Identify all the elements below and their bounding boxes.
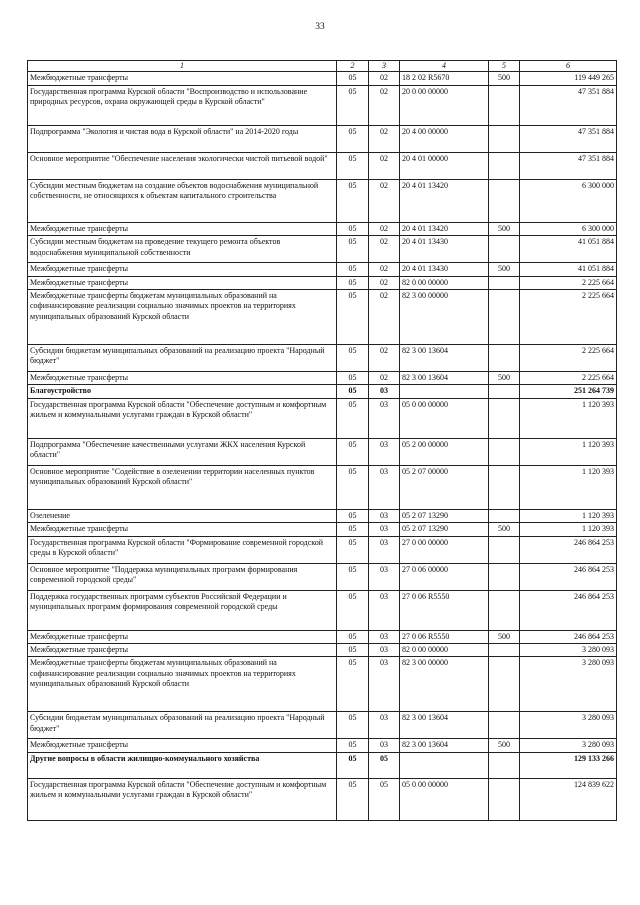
table-row — [28, 509, 617, 522]
row-target-code: 27 0 06 R5550 — [400, 630, 489, 643]
table-row — [28, 276, 617, 289]
row-amount: 6 300 000 — [520, 179, 617, 222]
row-subsection: 02 — [369, 222, 400, 235]
row-name: Межбюджетные трансферты — [28, 72, 337, 85]
row-subsection: 02 — [369, 345, 400, 372]
page-number: 33 — [315, 22, 325, 32]
row-expense-type — [489, 345, 520, 372]
table-row — [28, 385, 617, 398]
table-row — [28, 85, 617, 125]
row-amount: 1 120 393 — [520, 465, 617, 509]
row-target-code: 05 2 07 13290 — [400, 523, 489, 536]
row-section: 05 — [337, 85, 369, 125]
row-expense-type — [489, 438, 520, 465]
row-amount: 124 839 622 — [520, 778, 617, 820]
row-target-code: 27 0 06 R5550 — [400, 590, 489, 630]
row-expense-type: 500 — [489, 222, 520, 235]
row-target-code: 05 2 07 00000 — [400, 465, 489, 509]
row-expense-type — [489, 563, 520, 590]
row-subsection: 02 — [369, 179, 400, 222]
row-name: Основное мероприятие "Обеспечение населения экологически чистой питьевой водой" — [28, 152, 337, 179]
row-amount: 1 120 393 — [520, 438, 617, 465]
row-subsection: 02 — [369, 85, 400, 125]
row-amount: 1 120 393 — [520, 523, 617, 536]
row-expense-type: 500 — [489, 372, 520, 385]
row-target-code: 82 0 00 00000 — [400, 644, 489, 657]
table-row — [28, 536, 617, 563]
row-name: Субсидии бюджетам муниципальных образований на реализацию проекта "Народный бюджет" — [28, 712, 337, 739]
row-target-code: 20 4 01 13420 — [400, 179, 489, 222]
header-col-4: 4 — [400, 61, 489, 72]
header-col-2: 2 — [337, 61, 369, 72]
table-row — [28, 179, 617, 222]
row-name: Межбюджетные трансферты — [28, 739, 337, 752]
row-target-code: 82 3 00 00000 — [400, 657, 489, 712]
row-expense-type — [489, 536, 520, 563]
row-amount: 119 449 265 — [520, 72, 617, 85]
table-row — [28, 657, 617, 712]
row-subsection: 03 — [369, 644, 400, 657]
row-amount: 251 264 739 — [520, 385, 617, 398]
row-amount: 47 351 884 — [520, 152, 617, 179]
table-row — [28, 630, 617, 643]
row-section: 05 — [337, 563, 369, 590]
table-row — [28, 590, 617, 630]
row-subsection: 02 — [369, 372, 400, 385]
table-row — [28, 222, 617, 235]
table-row — [28, 644, 617, 657]
table-row — [28, 345, 617, 372]
row-target-code: 20 4 01 13420 — [400, 222, 489, 235]
row-amount: 246 864 253 — [520, 563, 617, 590]
row-name: Межбюджетные трансферты бюджетам муниципальных образований на софинансирование реализации социально значимых проектов на территориях муниципальных образований Курской области — [28, 290, 337, 345]
row-subsection: 02 — [369, 263, 400, 276]
row-name: Озеленение — [28, 509, 337, 522]
row-section: 05 — [337, 152, 369, 179]
row-subsection: 03 — [369, 657, 400, 712]
row-name: Основное мероприятие "Поддержка муниципальных программ формирования современной городской среды" — [28, 563, 337, 590]
table-body — [28, 72, 617, 820]
row-expense-type: 500 — [489, 523, 520, 536]
row-section: 05 — [337, 630, 369, 643]
row-amount: 1 120 393 — [520, 398, 617, 438]
row-expense-type — [489, 778, 520, 820]
table-row — [28, 263, 617, 276]
table-row — [28, 72, 617, 85]
table-row — [28, 398, 617, 438]
row-subsection: 03 — [369, 536, 400, 563]
row-expense-type: 500 — [489, 263, 520, 276]
row-section: 05 — [337, 644, 369, 657]
row-subsection: 02 — [369, 290, 400, 345]
row-expense-type — [489, 385, 520, 398]
row-subsection: 03 — [369, 465, 400, 509]
row-subsection: 05 — [369, 752, 400, 778]
row-target-code: 20 4 01 13430 — [400, 263, 489, 276]
row-name: Субсидии местным бюджетам на создание объектов водоснабжения муниципальной собственности, не относящихся к объектам капитального строительства — [28, 179, 337, 222]
row-amount: 129 133 266 — [520, 752, 617, 778]
row-target-code: 27 0 00 00000 — [400, 536, 489, 563]
header-col-3: 3 — [369, 61, 400, 72]
row-amount: 2 225 664 — [520, 276, 617, 289]
row-target-code: 20 4 00 00000 — [400, 125, 489, 152]
row-subsection: 03 — [369, 398, 400, 438]
row-name: Межбюджетные трансферты — [28, 523, 337, 536]
row-target-code: 27 0 06 00000 — [400, 563, 489, 590]
row-section: 05 — [337, 276, 369, 289]
row-expense-type — [489, 644, 520, 657]
row-expense-type — [489, 85, 520, 125]
row-target-code: 82 3 00 13604 — [400, 739, 489, 752]
row-amount: 2 225 664 — [520, 345, 617, 372]
row-expense-type — [489, 398, 520, 438]
table-row — [28, 563, 617, 590]
row-expense-type — [489, 465, 520, 509]
row-target-code: 82 3 00 13604 — [400, 712, 489, 739]
row-expense-type: 500 — [489, 630, 520, 643]
row-name: Межбюджетные трансферты — [28, 263, 337, 276]
row-amount: 3 280 093 — [520, 657, 617, 712]
row-subsection: 02 — [369, 125, 400, 152]
row-section: 05 — [337, 372, 369, 385]
row-amount: 3 280 093 — [520, 644, 617, 657]
row-target-code: 82 3 00 13604 — [400, 372, 489, 385]
row-target-code: 05 0 00 00000 — [400, 398, 489, 438]
row-target-code: 20 4 01 13430 — [400, 236, 489, 263]
row-amount: 47 351 884 — [520, 85, 617, 125]
table-row — [28, 372, 617, 385]
budget-table — [27, 60, 617, 821]
row-section: 05 — [337, 263, 369, 276]
row-section: 05 — [337, 345, 369, 372]
row-name: Государственная программа Курской области "Обеспечение доступным и комфортным жильем и коммунальными услугами граждан в Курской области" — [28, 778, 337, 820]
row-subsection: 02 — [369, 236, 400, 263]
row-amount: 246 864 253 — [520, 630, 617, 643]
row-target-code: 05 0 00 00000 — [400, 778, 489, 820]
row-expense-type — [489, 712, 520, 739]
row-subsection: 05 — [369, 778, 400, 820]
table-row — [28, 523, 617, 536]
row-expense-type — [489, 590, 520, 630]
row-section: 05 — [337, 438, 369, 465]
row-amount: 2 225 664 — [520, 372, 617, 385]
row-section: 05 — [337, 222, 369, 235]
table-row — [28, 125, 617, 152]
row-target-code: 82 3 00 13604 — [400, 345, 489, 372]
row-expense-type: 500 — [489, 72, 520, 85]
table-row — [28, 152, 617, 179]
row-subsection: 02 — [369, 72, 400, 85]
row-target-code — [400, 385, 489, 398]
row-name: Субсидии бюджетам муниципальных образований на реализацию проекта "Народный бюджет" — [28, 345, 337, 372]
row-subsection: 03 — [369, 739, 400, 752]
row-target-code: 05 2 07 13290 — [400, 509, 489, 522]
row-subsection: 03 — [369, 438, 400, 465]
row-expense-type — [489, 509, 520, 522]
row-section: 05 — [337, 179, 369, 222]
row-amount: 2 225 664 — [520, 290, 617, 345]
row-section: 05 — [337, 290, 369, 345]
row-expense-type — [489, 752, 520, 778]
row-name: Подпрограмма "Обеспечение качественными услугами ЖКХ населения Курской области" — [28, 438, 337, 465]
row-amount: 246 864 253 — [520, 590, 617, 630]
row-name: Субсидии местным бюджетам на проведение текущего ремонта объектов водоснабжения муниципальной собственности — [28, 236, 337, 263]
row-name: Межбюджетные трансферты — [28, 644, 337, 657]
row-target-code: 20 0 00 00000 — [400, 85, 489, 125]
row-section: 05 — [337, 712, 369, 739]
table-row — [28, 290, 617, 345]
row-expense-type — [489, 179, 520, 222]
row-expense-type — [489, 236, 520, 263]
row-target-code: 05 2 00 00000 — [400, 438, 489, 465]
row-section: 05 — [337, 523, 369, 536]
table-row — [28, 712, 617, 739]
row-amount: 47 351 884 — [520, 125, 617, 152]
row-subsection: 03 — [369, 563, 400, 590]
table-row — [28, 438, 617, 465]
row-expense-type — [489, 290, 520, 345]
row-section: 05 — [337, 590, 369, 630]
row-amount: 6 300 000 — [520, 222, 617, 235]
row-expense-type: 500 — [489, 739, 520, 752]
row-name: Межбюджетные трансферты — [28, 372, 337, 385]
row-name: Межбюджетные трансферты — [28, 222, 337, 235]
table-row — [28, 739, 617, 752]
row-target-code: 18 2 02 R5670 — [400, 72, 489, 85]
row-section: 05 — [337, 465, 369, 509]
table-row — [28, 465, 617, 509]
row-target-code — [400, 752, 489, 778]
row-name: Подпрограмма "Экология и чистая вода в Курской области" на 2014-2020 годы — [28, 125, 337, 152]
row-section: 05 — [337, 398, 369, 438]
row-name: Основное мероприятие "Содействие в озеленении территории населенных пунктов муниципальных образований Курской области" — [28, 465, 337, 509]
row-subsection: 03 — [369, 590, 400, 630]
row-name: Благоустройство — [28, 385, 337, 398]
row-section: 05 — [337, 536, 369, 563]
row-name: Государственная программа Курской области "Обеспечение доступным и комфортным жильем и коммунальными услугами граждан в Курской области" — [28, 398, 337, 438]
row-amount: 1 120 393 — [520, 509, 617, 522]
row-amount: 3 280 093 — [520, 712, 617, 739]
row-target-code: 20 4 01 00000 — [400, 152, 489, 179]
row-name: Государственная программа Курской области "Воспроизводство и использование природных ресурсов, охрана окружающей среды в Курской области" — [28, 85, 337, 125]
table-row — [28, 752, 617, 778]
row-name: Поддержка государственных программ субъектов Российской Федерации и муниципальных программ формирования современной городской среды — [28, 590, 337, 630]
row-subsection: 03 — [369, 523, 400, 536]
row-section: 05 — [337, 739, 369, 752]
header-col-6: 6 — [520, 61, 617, 72]
row-subsection: 02 — [369, 152, 400, 179]
row-subsection: 03 — [369, 385, 400, 398]
table-header-row — [28, 61, 617, 72]
row-name: Государственная программа Курской области "Формирование современной городской среды в Курской области" — [28, 536, 337, 563]
row-amount: 3 280 093 — [520, 739, 617, 752]
row-expense-type — [489, 657, 520, 712]
row-expense-type — [489, 125, 520, 152]
row-section: 05 — [337, 236, 369, 263]
row-section: 05 — [337, 752, 369, 778]
row-subsection: 03 — [369, 509, 400, 522]
row-section: 05 — [337, 509, 369, 522]
row-amount: 41 051 884 — [520, 236, 617, 263]
row-section: 05 — [337, 72, 369, 85]
row-section: 05 — [337, 125, 369, 152]
row-subsection: 02 — [369, 276, 400, 289]
row-amount: 41 051 884 — [520, 263, 617, 276]
row-expense-type — [489, 152, 520, 179]
header-col-5: 5 — [489, 61, 520, 72]
header-col-1: 1 — [28, 61, 337, 72]
row-section: 05 — [337, 385, 369, 398]
row-subsection: 03 — [369, 712, 400, 739]
row-target-code: 82 3 00 00000 — [400, 290, 489, 345]
row-subsection: 03 — [369, 630, 400, 643]
row-name: Межбюджетные трансферты — [28, 276, 337, 289]
row-section: 05 — [337, 778, 369, 820]
table-row — [28, 778, 617, 820]
row-name: Межбюджетные трансферты — [28, 630, 337, 643]
row-name: Межбюджетные трансферты бюджетам муниципальных образований на софинансирование реализации социально значимых проектов на территориях муниципальных образований Курской области — [28, 657, 337, 712]
row-section: 05 — [337, 657, 369, 712]
row-amount: 246 864 253 — [520, 536, 617, 563]
table-row — [28, 236, 617, 263]
row-expense-type — [489, 276, 520, 289]
row-target-code: 82 0 00 00000 — [400, 276, 489, 289]
row-name: Другие вопросы в области жилищно-коммунального хозяйства — [28, 752, 337, 778]
